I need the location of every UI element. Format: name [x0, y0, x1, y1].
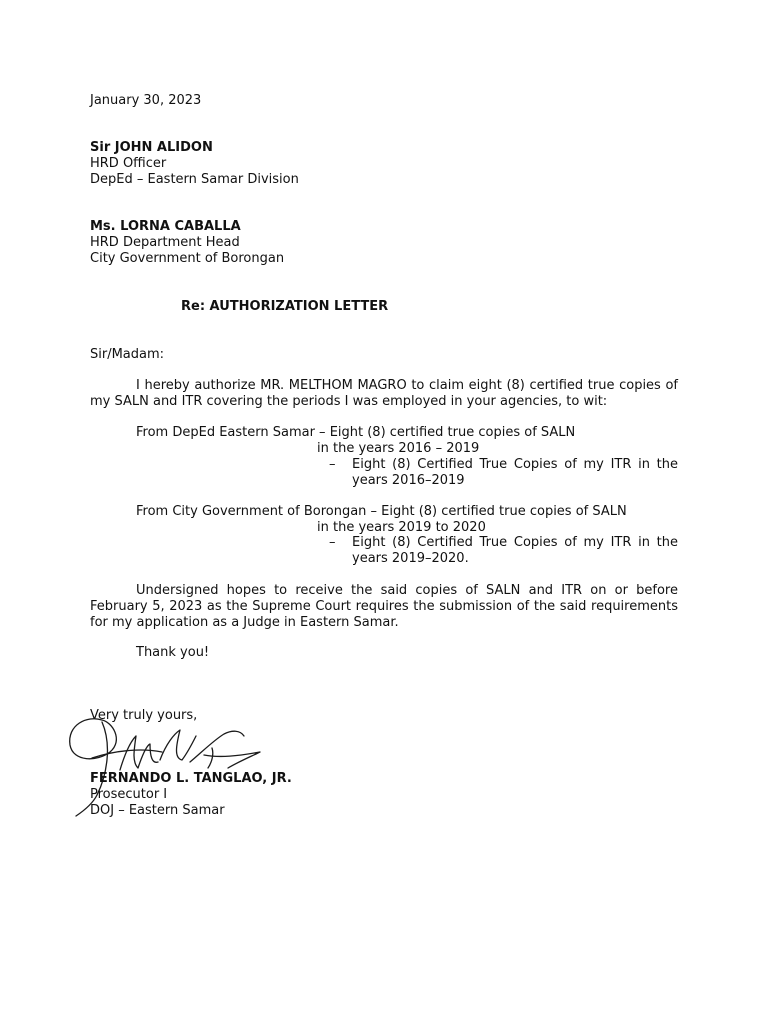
- recipient1-name: Sir JOHN ALIDON: [90, 140, 213, 155]
- subject-line: Re: AUTHORIZATION LETTER: [181, 299, 389, 314]
- item2-line1: From City Government of Borongan – Eight (8) certified true copies of SALN: [136, 504, 627, 519]
- signer-office: DOJ – Eastern Samar: [90, 803, 225, 818]
- item2-dash: –: [329, 535, 336, 550]
- item1-dash: –: [329, 457, 336, 472]
- letter-date: January 30, 2023: [90, 93, 202, 108]
- signer-title: Prosecutor I: [90, 787, 168, 802]
- body-paragraph-1: I hereby authorize MR. MELTHOM MAGRO to claim eight (8) certified true copies of my SALN and ITR covering the periods I was employed in your agencies, to wit:: [90, 378, 678, 409]
- signer-name: FERNANDO L. TANGLAO, JR.: [90, 771, 292, 786]
- recipient2-name: Ms. LORNA CABALLA: [90, 219, 241, 234]
- item1-bullet: Eight (8) Certified True Copies of my ITR in the years 2016–2019: [352, 457, 678, 488]
- recipient2-org: City Government of Borongan: [90, 251, 285, 266]
- item2-line2: in the years 2019 to 2020: [317, 520, 486, 535]
- salutation: Sir/Madam:: [90, 347, 165, 362]
- item1-line2: in the years 2016 – 2019: [317, 441, 480, 456]
- item2-bullet: Eight (8) Certified True Copies of my ITR in the years 2019–2020.: [352, 535, 678, 566]
- thanks-line: Thank you!: [136, 645, 210, 660]
- closing-line: Very truly yours,: [90, 708, 198, 723]
- recipient1-title: HRD Officer: [90, 156, 167, 171]
- item1-line1: From DepEd Eastern Samar – Eight (8) certified true copies of SALN: [136, 425, 576, 440]
- recipient2-title: HRD Department Head: [90, 235, 240, 250]
- recipient1-org: DepEd – Eastern Samar Division: [90, 172, 299, 187]
- body-paragraph-2: Undersigned hopes to receive the said copies of SALN and ITR on or before February 5, 2023 as the Supreme Court requires the submission of the said requirements for my application as a Judge in Eastern Samar.: [90, 583, 678, 630]
